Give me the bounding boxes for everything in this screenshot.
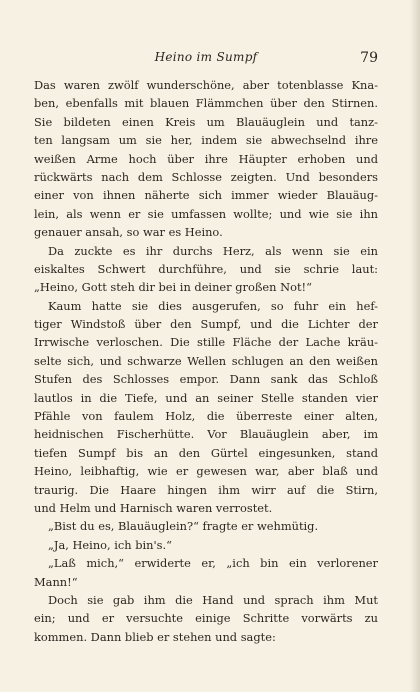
text-line: Mann!“ — [34, 574, 78, 589]
text-line: Das waren zwölf wunderschöne, aber totenblasse Kna- — [34, 78, 378, 92]
text-line: ten langsam um sie her, indem sie abwechselnd ihre — [34, 133, 378, 148]
running-title: Heino im Sumpf — [154, 50, 258, 64]
text-line: Stufen des Schlosses empor. Dann sank das Schloß — [34, 372, 378, 387]
text-line: Doch sie gab ihm die Hand und sprach ihm Mut — [48, 592, 378, 607]
text-line: eiskaltes Schwert durchführe, und sie schrie laut: — [34, 261, 378, 276]
text-line: „Bist du es, Blauäuglein?“ fragte er wehmütig. — [48, 519, 319, 534]
text-line: traurig. Die Haare hingen ihm wirr auf die Stirn, — [34, 482, 378, 497]
text-line: rückwärts nach dem Schlosse zeigten. Und besonders — [34, 169, 378, 184]
text-line: heidnischen Fischerhütte. Vor Blauäuglein aber, im — [34, 427, 378, 442]
text-line: lein, als wenn er sie umfassen wollte; und wie sie ihn — [34, 206, 378, 221]
text-line: und Helm und Harnisch waren verrostet. — [34, 500, 273, 515]
text-line: ein; und er versuchte einige Schritte vorwärts zu — [34, 611, 378, 626]
page-number: 79 — [360, 50, 378, 66]
text-line: tiefen Sumpf bis an den Gürtel eingesunken, stand — [34, 445, 378, 460]
text-line: selte sich, und schwarze Wellen schlugen an den weißen — [34, 353, 378, 368]
text-line: lautlos in die Tiefe, und an seiner Stelle standen vier — [34, 390, 378, 405]
text-line: genauer ansah, so war es Heino. — [34, 225, 223, 240]
text-line: Da zuckte es ihr durchs Herz, als wenn sie ein — [48, 243, 378, 258]
text-line: Sie bildeten einen Kreis um Blauäuglein und tanz- — [34, 114, 378, 129]
text-line: Kaum hatte sie dies ausgerufen, so fuhr ein hef- — [48, 298, 378, 313]
body-text — [34, 76, 378, 646]
text-line: einer von ihnen näherte sich immer wieder Blauäug- — [34, 188, 378, 203]
page-edge-shadow — [410, 0, 420, 692]
text-line: „Heino, Gott steh dir bei in deiner großen Not!“ — [34, 280, 312, 295]
text-line: tiger Windstoß über den Sumpf, und die Lichter der — [34, 317, 378, 332]
page-header — [34, 50, 378, 70]
text-line: „Laß mich,“ erwiderte er, „ich bin ein verlorener — [48, 556, 378, 571]
text-line: „Ja, Heino, ich bin's.“ — [48, 537, 172, 552]
text-line: Pfähle von faulem Holz, die überreste einer alten, — [34, 409, 378, 424]
text-line: weißen Arme hoch über ihre Häupter erhoben und — [34, 151, 378, 166]
text-line: Heino, leibhaftig, wie er gewesen war, aber blaß und — [34, 464, 378, 479]
text-line: Irrwische verloschen. Die stille Fläche der Lache kräu- — [34, 335, 378, 350]
text-line: ben, ebenfalls mit blauen Flämmchen über den Stirnen. — [34, 96, 378, 111]
text-line: kommen. Dann blieb er stehen und sagte: — [34, 629, 276, 644]
